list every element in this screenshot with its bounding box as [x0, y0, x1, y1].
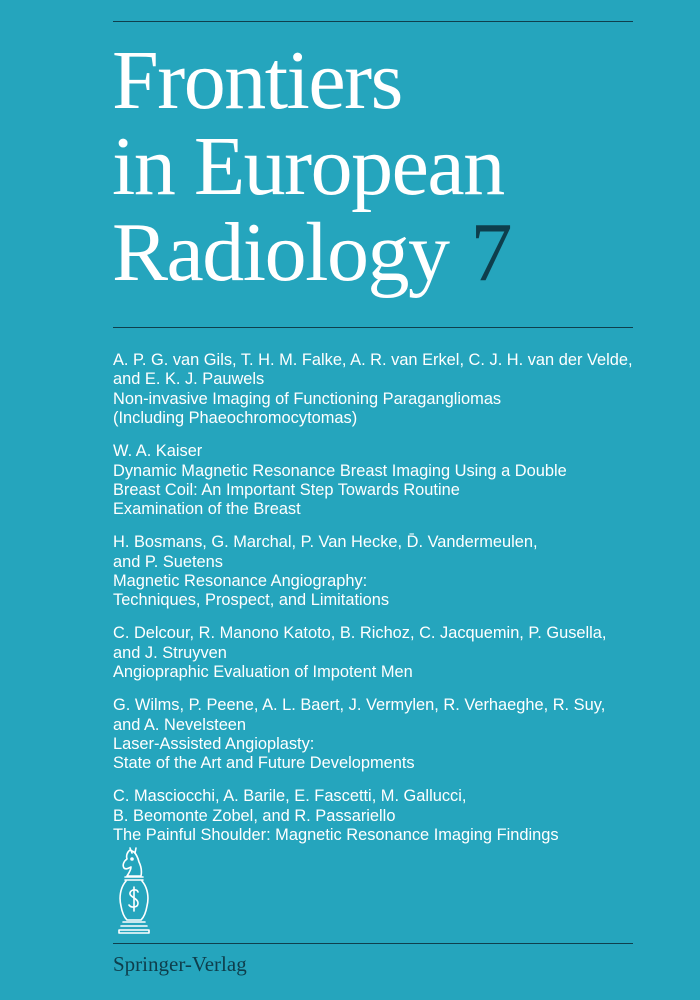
top-rule: [113, 21, 633, 22]
entry-authors-line: and J. Struyven: [113, 643, 227, 662]
entry-authors-line: G. Wilms, P. Peene, A. L. Baert, J. Vermylen, R. Verhaeghe, R. Suy,: [113, 696, 606, 715]
entry-authors-line: W. A. Kaiser: [113, 442, 203, 461]
entry-title-line: Examination of the Breast: [113, 500, 301, 519]
contents-entry: [113, 533, 653, 611]
entry-title-line: Techniques, Prospect, and Limitations: [113, 591, 390, 610]
entry-title-line: Angiopraphic Evaluation of Impotent Men: [113, 663, 413, 682]
entry-authors-line: H. Bosmans, G. Marchal, P. Van Hecke, D̄. Vandermeulen,: [113, 533, 538, 552]
title-rule: [113, 327, 633, 328]
entry-title-line: Magnetic Resonance Angiography:: [113, 572, 368, 591]
entry-title-line: Non-invasive Imaging of Functioning Paragangliomas: [113, 389, 502, 408]
contents-entry: [113, 442, 653, 520]
springer-knight-logo-icon: [108, 846, 160, 936]
entry-authors-line: A. P. G. van Gils, T. H. M. Falke, A. R. van Erkel, C. J. H. van der Velde,: [113, 351, 633, 369]
bottom-rule: [113, 943, 633, 944]
title-line-3-text: Radiology: [112, 206, 449, 299]
entry-authors-line: and E. K. J. Pauwels: [113, 370, 265, 389]
contents-entry: [113, 787, 653, 845]
publisher-name: Springer-Verlag: [113, 952, 247, 976]
entry-title-line: State of the Art and Future Developments: [113, 754, 415, 773]
contents-entry: [113, 696, 653, 774]
title-line-2: in European: [112, 120, 504, 213]
book-title: [112, 34, 511, 299]
entry-title-line: The Painful Shoulder: Magnetic Resonance Imaging Findings: [113, 826, 559, 845]
entry-title-line: Breast Coil: An Important Step Towards Routine: [113, 480, 460, 499]
volume-number: 7: [470, 206, 511, 299]
entry-title-line: (Including Phaeochromocytomas): [113, 409, 358, 428]
entry-title-line: Laser-Assisted Angioplasty:: [113, 734, 315, 753]
title-line-3: [112, 206, 511, 299]
entry-authors-line: and A. Nevelsteen: [113, 715, 247, 734]
entry-authors-line: C. Masciocchi, A. Barile, E. Fascetti, M. Gallucci,: [113, 787, 467, 806]
entry-authors-line: B. Beomonte Zobel, and R. Passariello: [113, 806, 396, 825]
contents-entry: [113, 351, 653, 429]
contents-entry: [113, 624, 653, 682]
contents-list: [113, 351, 653, 859]
entry-title-line: Dynamic Magnetic Resonance Breast Imaging Using a Double: [113, 461, 567, 480]
entry-authors-line: C. Delcour, R. Manono Katoto, B. Richoz, C. Jacquemin, P. Gusella,: [113, 624, 607, 643]
title-line-1: Frontiers: [112, 34, 402, 127]
entry-authors-line: and P. Suetens: [113, 552, 223, 571]
